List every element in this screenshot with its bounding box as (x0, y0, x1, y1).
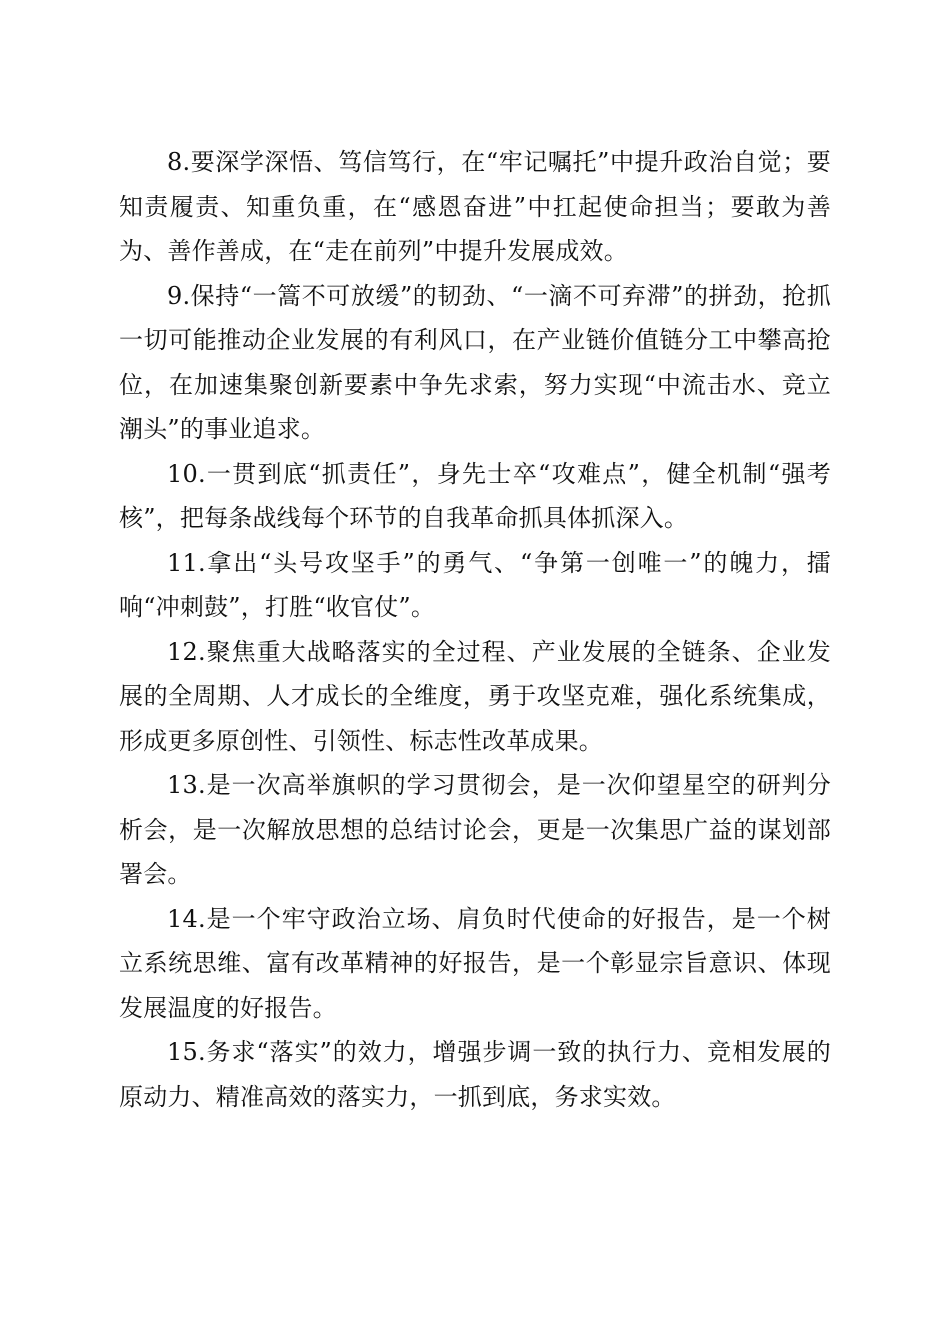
paragraph-15: 15.务求“落实”的效力，增强步调一致的执行力、竞相发展的原动力、精准高效的落实力，一抓到底，务求实效。 (119, 1038, 831, 1111)
document-body (119, 140, 831, 1119)
paragraph-8: 8.要深学深悟、笃信笃行，在“牢记嘱托”中提升政治自觉；要知责履责、知重负重，在“感恩奋进”中扛起使命担当；要敢为善为、善作善成，在“走在前列”中提升发展成效。 (119, 148, 831, 265)
paragraph-12: 12.聚焦重大战略落实的全过程、产业发展的全链条、企业发展的全周期、人才成长的全维度，勇于攻坚克难，强化系统集成，形成更多原创性、引领性、标志性改革成果。 (119, 637, 831, 755)
paragraph-10: 10.一贯到底“抓责任”，身先士卒“攻难点”，健全机制“强考核”，把每条战线每个环节的自我革命抓具体抓深入。 (119, 459, 831, 532)
paragraph-13: 13.是一次高举旗帜的学习贯彻会，是一次仰望星空的研判分析会，是一次解放思想的总结讨论会，更是一次集思广益的谋划部署会。 (119, 771, 831, 888)
paragraph-11: 11.拿出“头号攻坚手”的勇气、“争第一创唯一”的魄力，擂响“冲刺鼓”，打胜“收官仗”。 (119, 548, 831, 621)
paragraph-9: 9.保持“一篙不可放缓”的韧劲、“一滴不可弃滞”的拼劲，抢抓一切可能推动企业发展的有利风口，在产业链价值链分工中攀高抢位，在加速集聚创新要素中争先求索，努力实现“中流击水、竞立潮头”的事业追求。 (119, 281, 831, 443)
paragraph-14: 14.是一个牢守政治立场、肩负时代使命的好报告，是一个树立系统思维、富有改革精神的好报告，是一个彰显宗旨意识、体现发展温度的好报告。 (119, 904, 831, 1022)
